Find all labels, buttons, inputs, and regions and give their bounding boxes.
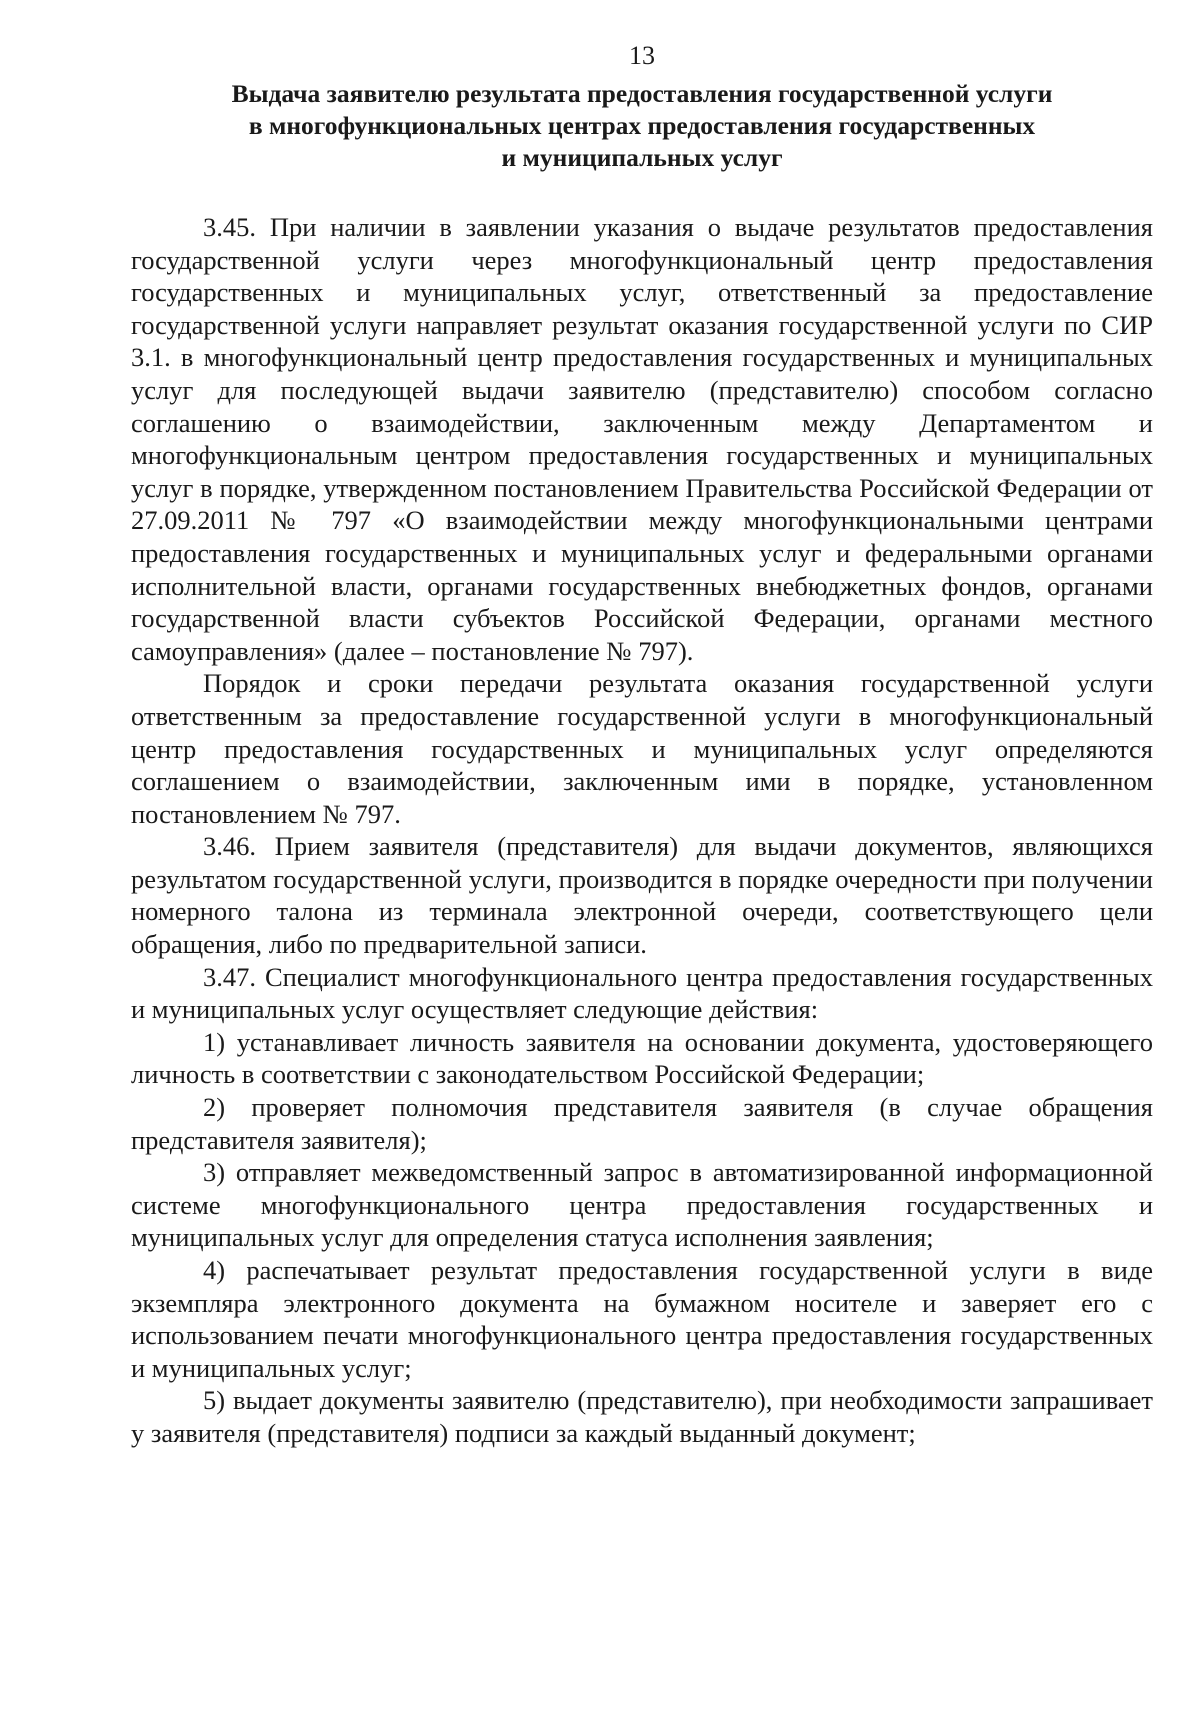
list-item-4: 4) распечатывает результат предоставления государственной услуги в виде экземпляра электронного документа на бумажном носителе и заверяет его с использованием печати многофункционального центра предоставления государственных и муниципальных услуг; — [131, 1255, 1153, 1383]
paragraph-3-47: 3.47. Специалист многофункционального центра предоставления государственных и муниципальных услуг осуществляет следующие действия: — [131, 961, 1153, 1025]
section-heading-line-2: в многофункциональных центрах предоставления государственных — [248, 111, 1036, 140]
section-heading-line-3: и муниципальных услуг — [501, 143, 783, 172]
section-heading — [131, 78, 1153, 174]
paragraph-3-46: 3.46. Прием заявителя (представителя) для выдачи документов, являющихся результатом государственной услуги, производится в порядке очередности при получении номерного талона из терминала электронной очереди, соответствующего цели обращения, либо по предварительной записи. — [131, 831, 1153, 960]
page-number: 13 — [629, 41, 655, 70]
list-item-5: 5) выдает документы заявителю (представителю), при необходимости запрашивает у заявителя (представителя) подписи за каждый выданный документ; — [131, 1385, 1153, 1448]
list-item-3: 3) отправляет межведомственный запрос в автоматизированной информационной системе многофункционального центра предоставления государственных и муниципальных услуг для определения статуса исполнения заявления; — [131, 1157, 1153, 1253]
section-heading-line-1: Выдача заявителю результата предоставления государственной услуги — [231, 79, 1053, 108]
list-item-1: 1) устанавливает личность заявителя на основании документа, удостоверяющего личность в соответствии с законодательством Российской Федерации; — [131, 1026, 1153, 1090]
paragraph-3-45: 3.45. При наличии в заявлении указания о выдаче результатов предоставления государственной услуги через многофункциональный центр предоставления государственных и муниципальных услуг, ответственный за предоставление государственной услуги направляет результат оказания государственной услуги по СИР 3.1. в многофункциональный центр предоставления государственных и муниципальных услуг для последующей выдачи заявителю (представителю) способом согласно соглашению о взаимодействии, заключенным между Департаментом и многофункциональным центром предоставления государственных и муниципальных услуг в порядке, утвержденном постановлением Правительства Российской Федерации от 27.09.2011 № 797 «О взаимодействии между многофункциональными центрами предоставления государственных и муниципальных услуг и федеральными органами исполнительной власти, органами государственных внебюджетных фондов, органами государственной власти субъектов Российской Федерации, органами местного самоуправления» (далее – постановление № 797). — [131, 212, 1153, 666]
document-body — [131, 211, 1153, 1450]
list-item-2: 2) проверяет полномочия представителя заявителя (в случае обращения представителя заявителя); — [131, 1092, 1153, 1155]
document-page — [131, 40, 1153, 1450]
paragraph-transfer-order: Порядок и сроки передачи результата оказания государственной услуги ответственным за предоставление государственной услуги в многофункциональный центр предоставления государственных и муниципальных услуг определяются соглашением о взаимодействии, заключенным ими в порядке, установленном постановлением № 797. — [131, 668, 1153, 829]
